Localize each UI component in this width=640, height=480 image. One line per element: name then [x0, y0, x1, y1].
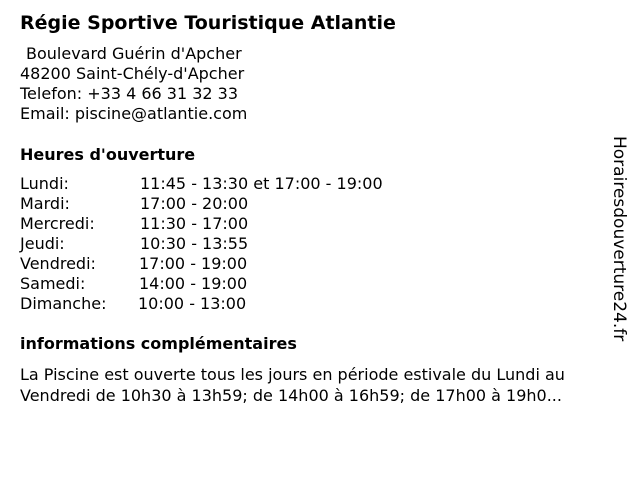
city-address: 48200 Saint-Chély-d'Apcher [20, 64, 245, 83]
day-label: Dimanche: [20, 294, 107, 313]
opening-hours-heading: Heures d'ouverture [20, 145, 196, 164]
day-label: Jeudi: [20, 234, 65, 253]
day-label: Samedi: [20, 274, 86, 293]
day-label: Mardi: [20, 194, 70, 213]
street-address: Boulevard Guérin d'Apcher [26, 44, 242, 63]
time-range: 17:00 - 20:00 [140, 194, 249, 213]
time-range: 17:00 - 19:00 [139, 254, 248, 273]
email-address: Email: piscine@atlantie.com [20, 104, 248, 123]
day-label: Vendredi: [20, 254, 96, 273]
additional-info-heading: informations complémentaires [20, 334, 297, 353]
watermark-graphic [602, 134, 640, 346]
day-label: Lundi: [20, 174, 69, 193]
business-name: Régie Sportive Touristique Atlantie [20, 12, 396, 34]
phone-number: Telefon: +33 4 66 31 32 33 [20, 84, 239, 103]
contact-block [20, 44, 247, 124]
time-range: 11:30 - 17:00 [140, 214, 249, 233]
additional-info-text: La Piscine est ouverte tous les jours en période estivale du Lundi au Vendredi de 10h30 à 13h59; de 14h00 à 16h59; de 17h00 à 19h0... [20, 365, 565, 405]
time-range: 14:00 - 19:00 [139, 274, 248, 293]
time-range: 10:30 - 13:55 [140, 234, 249, 253]
watermark-text: Horairesdouverture24.fr [609, 136, 629, 342]
day-label: Mercredi: [20, 214, 95, 233]
site-watermark [602, 134, 640, 346]
time-range: 10:00 - 13:00 [138, 294, 247, 313]
time-range: 11:45 - 13:30 et 17:00 - 19:00 [140, 174, 383, 193]
